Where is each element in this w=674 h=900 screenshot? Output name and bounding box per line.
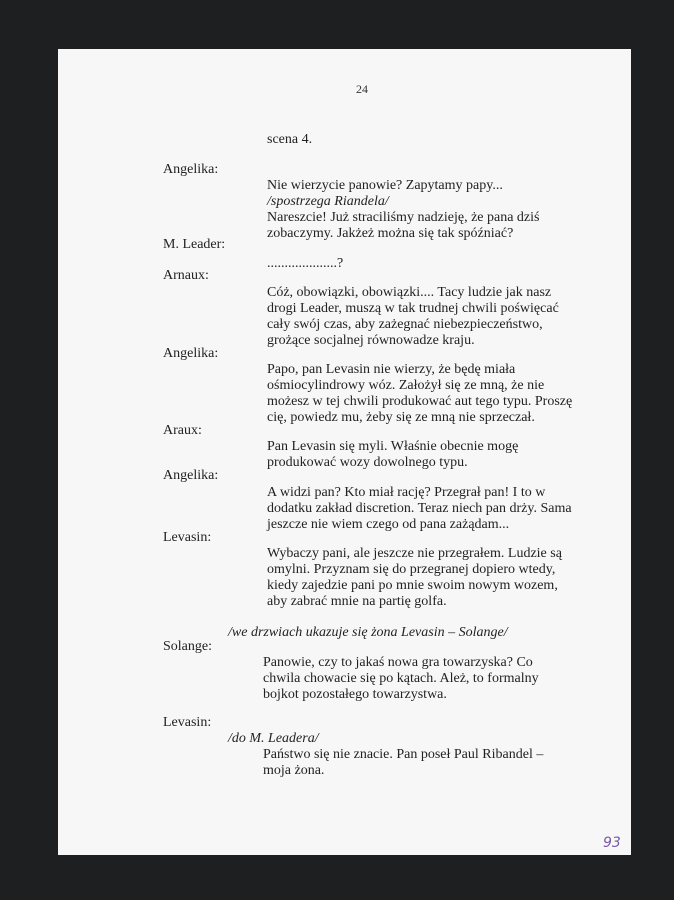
- dialogue-line: kiedy zajedzie pani po mnie swoim nowym wozem,: [267, 578, 558, 593]
- document-page: [58, 49, 631, 855]
- speaker-angelika-2: Angelika:: [163, 346, 219, 361]
- dialogue-block: [267, 546, 587, 610]
- page-number: 24: [356, 82, 368, 96]
- speaker-solange: Solange:: [163, 639, 212, 654]
- dialogue-line: A widzi pan? Kto miał rację? Przegrał pan! I to w: [267, 485, 546, 500]
- speaker-angelika-3: Angelika:: [163, 468, 219, 483]
- dialogue-line: produkować wozy dowolnego typu.: [267, 455, 468, 470]
- dialogue-block: [263, 655, 583, 703]
- archive-page-mark: 93: [603, 835, 621, 851]
- dialogue-line: moja żona.: [263, 763, 325, 778]
- dialogue-line: Wybaczy pani, ale jeszcze nie przegrałem. Ludzie są: [267, 546, 562, 561]
- dialogue-line: cię, powiedz mu, żeby się ze mną nie sprzeczał.: [267, 410, 535, 425]
- dialogue-block: [267, 362, 587, 426]
- scene-heading: scena 4.: [267, 132, 313, 147]
- dialogue-line: ....................?: [267, 256, 344, 271]
- dialogue-line: Nie wierzycie panowie? Zapytamy papy...: [267, 178, 503, 193]
- dialogue-line: Cóż, obowiązki, obowiązki.... Tacy ludzie jak nasz: [267, 285, 552, 300]
- stage-direction-solange: /we drzwiach ukazuje się żona Levasin – Solange/: [228, 625, 508, 640]
- dialogue-block: [267, 285, 587, 349]
- speaker-levasin-1: Levasin:: [163, 530, 212, 545]
- dialogue-line: chwila chowacie się po kątach. Ależ, to formalny: [263, 671, 539, 686]
- speaker-levasin-2: Levasin:: [163, 715, 212, 730]
- dialogue-block: [267, 439, 587, 471]
- dialogue-line: Pan Levasin się myli. Właśnie obecnie mogę: [267, 439, 519, 454]
- dialogue-block: [263, 747, 583, 779]
- dialogue-block: [267, 178, 587, 242]
- dialogue-line: Nareszcie! Już straciliśmy nadzieję, że pana dziś: [267, 210, 540, 225]
- dialogue-line: drogi Leader, muszą w tak trudnej chwili poświęcać: [267, 301, 559, 316]
- dialogue-line: zobaczymy. Jakżeż można się tak spóźniać?: [267, 226, 514, 241]
- dialogue-line: Państwo się nie znacie. Pan poseł Paul Ribandel –: [263, 747, 544, 762]
- dialogue-block: [267, 256, 587, 272]
- dialogue-line: jeszcze nie wiem czego od pana zażądam...: [267, 517, 510, 532]
- dialogue-line: grożące socjalnej równowadze kraju.: [267, 333, 475, 348]
- dialogue-line: dodatku zakład discretion. Teraz niech pan drży. Sama: [267, 501, 572, 516]
- dialogue-block: [267, 485, 587, 533]
- dialogue-line: możesz w tej chwili produkować aut tego typu. Proszę: [267, 394, 573, 409]
- dialogue-line: aby zabrać mnie na partię golfa.: [267, 594, 447, 609]
- dialogue-line: Panowie, czy to jakaś nowa gra towarzyska? Co: [263, 655, 533, 670]
- speaker-angelika-1: Angelika:: [163, 162, 219, 177]
- dialogue-line: cały swój czas, aby zażegnać niebezpieczeństwo,: [267, 317, 543, 332]
- dialogue-line: bojkot pozostałego towarzystwa.: [263, 687, 447, 702]
- speaker-arnaux: Arnaux:: [163, 268, 209, 283]
- dialogue-line: Papo, pan Levasin nie wierzy, że będę miała: [267, 362, 516, 377]
- speaker-araux: Araux:: [163, 423, 202, 438]
- dialogue-line: ośmiocylindrowy wóz. Założył się ze mną, że nie: [267, 378, 545, 393]
- dialogue-line: omylni. Przyznam się do przegranej dopiero wtedy,: [267, 562, 556, 577]
- stage-direction: /spostrzega Riandela/: [267, 194, 389, 209]
- speaker-m-leader: M. Leader:: [163, 237, 226, 252]
- stage-direction-leader: /do M. Leadera/: [228, 731, 319, 746]
